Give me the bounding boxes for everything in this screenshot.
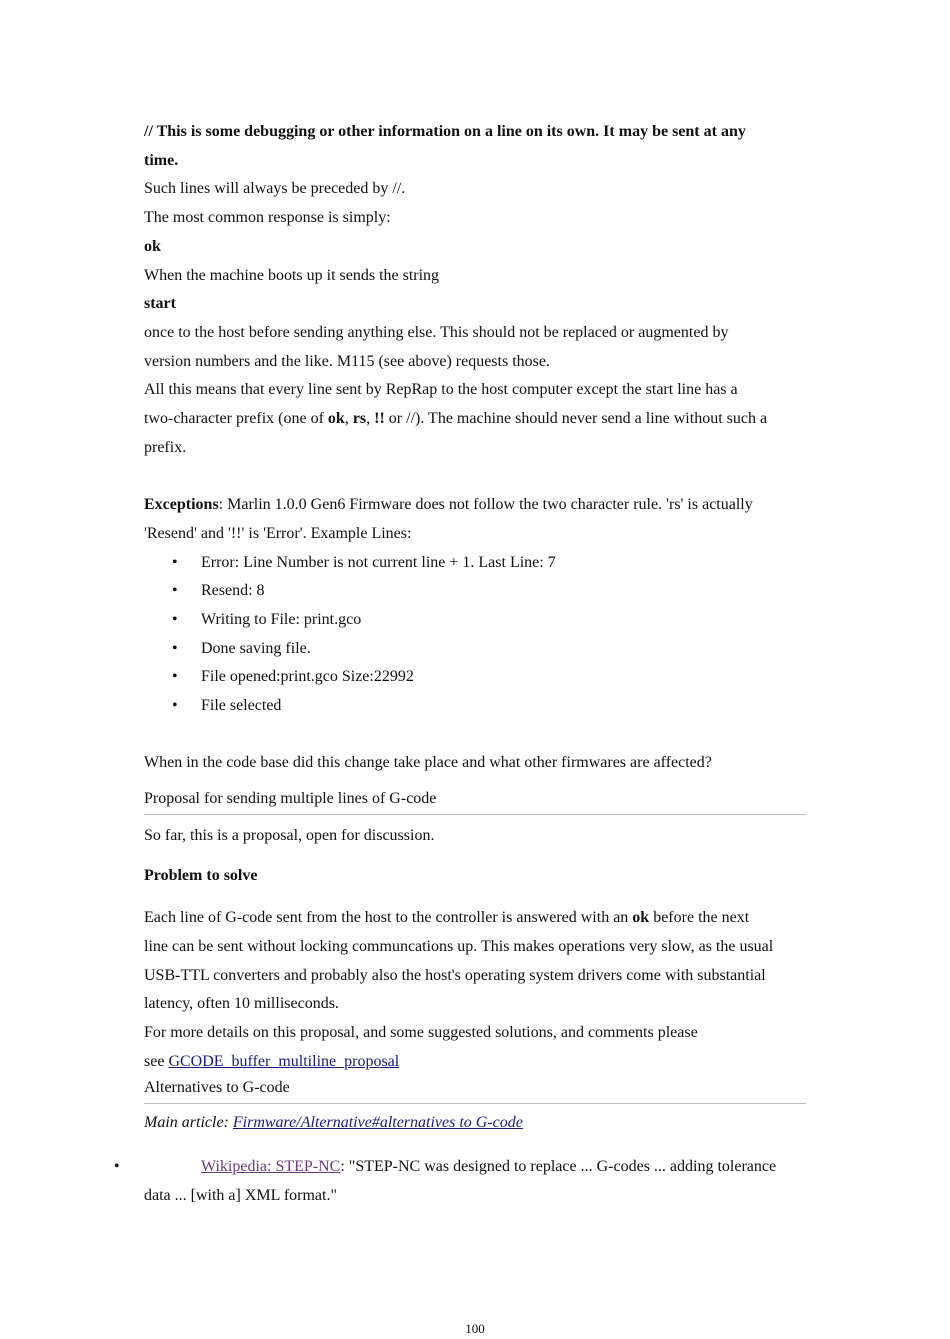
exceptions-desc: : Marlin 1.0.0 Gen6 Firmware does not follow the two character rule. 'rs' is actually <box>218 496 753 514</box>
wikipedia-step-nc-link[interactable]: Wikipedia: STEP-NC <box>201 1158 341 1176</box>
exceptions-label: Exceptions <box>144 496 219 514</box>
once-text-1: once to the host before sending anything else. This should not be replaced or augmented by <box>144 323 729 341</box>
bullet-icon: • <box>172 668 178 686</box>
ok-response: ok <box>144 237 161 255</box>
proposal-intro: So far, this is a proposal, open for discussion. <box>144 827 435 845</box>
prefix-sep: , <box>366 410 375 428</box>
wiki-quote: : "STEP-NC was designed to replace ... G-codes ... adding tolerance <box>340 1158 777 1176</box>
question-text: When in the code base did this change take place and what other firmwares are affected? <box>144 754 712 772</box>
gcode-buffer-proposal-link[interactable]: GCODE_buffer_multiline_proposal <box>168 1052 400 1070</box>
problem-heading: Problem to solve <box>144 867 258 885</box>
prefix-bang: !! <box>374 410 385 428</box>
prefix-or: or <box>384 410 407 428</box>
main-article-label: Main article: <box>144 1114 233 1132</box>
problem-text-1 <box>144 904 806 933</box>
list-item-text: File selected <box>201 697 282 715</box>
more-details-text: For more details on this proposal, and some suggested solutions, and comments please <box>144 1023 698 1041</box>
main-article-line <box>144 1109 806 1137</box>
preceded-text: Such lines will always be preceded by //. <box>144 180 406 198</box>
prefix-intro: two-character prefix (one of <box>144 410 328 428</box>
list-item-text: Error: Line Number is not current line + 1. Last Line: 7 <box>201 553 556 571</box>
example-lines-list <box>144 549 806 721</box>
prefix-slash: // <box>406 410 416 428</box>
page-number: 100 <box>465 1321 485 1336</box>
problem-text-end: before the next <box>649 909 750 927</box>
bullet-icon: • <box>172 697 178 715</box>
problem-ok: ok <box>632 909 650 927</box>
exceptions-text-2: 'Resend' and '!!' is 'Error'. Example Lines: <box>144 524 412 542</box>
once-text-2: version numbers and the like. M115 (see above) requests those. <box>144 352 550 370</box>
page-content <box>114 118 806 1211</box>
all-this-text-1: All this means that every line sent by RepRap to the host computer except the start line has a <box>144 381 738 399</box>
list-item-text: Resend: 8 <box>201 582 265 600</box>
all-this-text-3: prefix. <box>144 438 187 456</box>
proposal-heading: Proposal for sending multiple lines of G-code <box>144 787 806 815</box>
list-item <box>144 692 806 721</box>
boot-text: When the machine boots up it sends the string <box>144 266 440 284</box>
common-response-text: The most common response is simply: <box>144 209 391 227</box>
wiki-text-2: data ... [with a] XML format." <box>144 1187 337 1205</box>
problem-paragraph <box>144 904 806 1076</box>
prefix-ok: ok <box>327 410 345 428</box>
spacer <box>144 462 806 491</box>
list-item <box>144 663 806 692</box>
see-label: see <box>144 1052 169 1070</box>
wiki-text-1 <box>144 1153 806 1182</box>
list-item <box>144 577 806 606</box>
problem-text-3: USB-TTL converters and probably also the host's operating system drivers come with substantial <box>144 966 766 984</box>
problem-text-start: Each line of G-code sent from the host to the controller is answered with an <box>144 909 633 927</box>
firmware-alternative-link[interactable]: Firmware/Alternative#alternatives to G-code <box>232 1114 523 1132</box>
prefix-rs: rs <box>352 410 367 428</box>
prefix-outro: ). The machine should never send a line without such a <box>415 410 768 428</box>
problem-text-4: latency, often 10 milliseconds. <box>144 995 339 1013</box>
debug-line-continued: time. <box>144 151 179 169</box>
list-item <box>144 635 806 664</box>
bullet-icon: • <box>114 1158 120 1176</box>
alternatives-heading: Alternatives to G-code <box>144 1076 806 1104</box>
exceptions-text-1 <box>144 491 806 520</box>
bullet-icon: • <box>172 553 178 571</box>
list-item-text: File opened:print.gco Size:22992 <box>201 668 414 686</box>
list-item <box>114 1153 806 1210</box>
all-this-text-2 <box>144 405 806 434</box>
spacer <box>144 721 806 750</box>
bullet-icon: • <box>172 639 178 657</box>
bullet-icon: • <box>172 582 178 600</box>
list-item-text: Writing to File: print.gco <box>201 610 362 628</box>
list-item <box>144 606 806 635</box>
prefix-sep: , <box>344 410 353 428</box>
list-item-text: Done saving file. <box>201 639 311 657</box>
problem-text-2: line can be sent without locking communcations up. This makes operations very slow, as the usual <box>144 937 774 955</box>
see-link-line <box>144 1048 806 1077</box>
list-item <box>144 549 806 578</box>
bullet-icon: • <box>172 610 178 628</box>
start-string: start <box>144 295 176 313</box>
debug-line: // This is some debugging or other information on a line on its own. It may be sent at any <box>144 123 746 140</box>
